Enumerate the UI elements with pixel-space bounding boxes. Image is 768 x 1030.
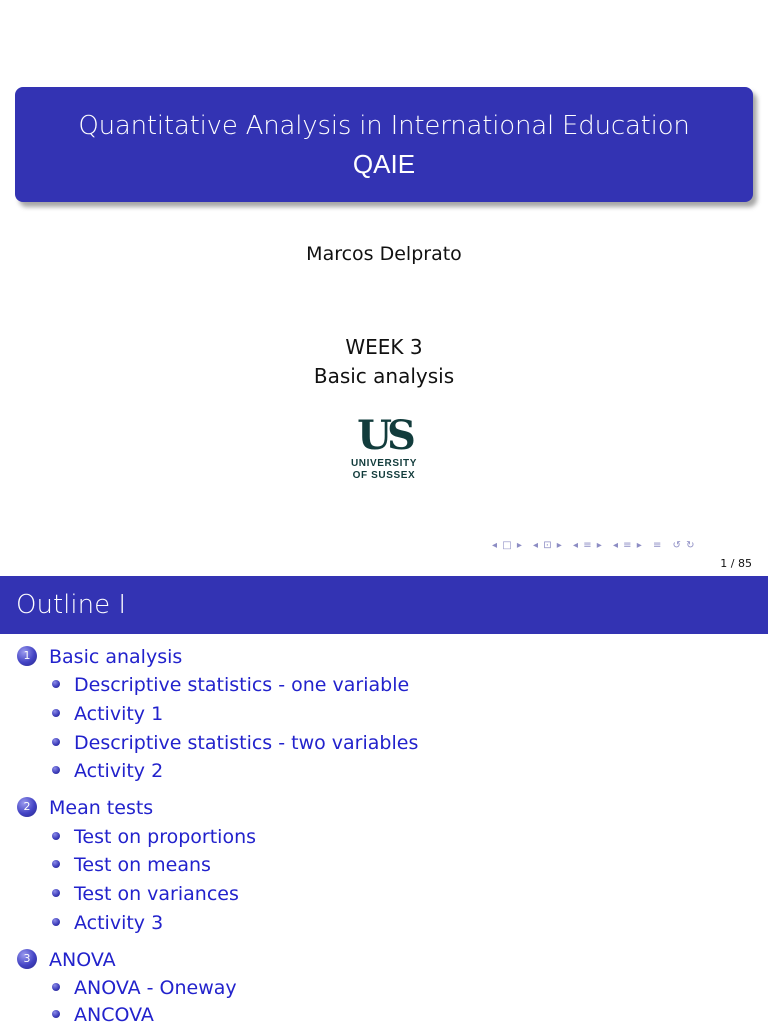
page-number: 1 / 85 bbox=[720, 557, 752, 570]
bullet-icon bbox=[52, 832, 60, 840]
toc-subsection-label: Test on means bbox=[74, 854, 211, 876]
toc-subsection-label: Activity 3 bbox=[74, 912, 164, 934]
toc-subsection[interactable] bbox=[52, 732, 418, 758]
toc-subsection-label: Descriptive statistics - one variable bbox=[74, 674, 410, 696]
bullet-icon bbox=[52, 766, 60, 774]
toc-subsection[interactable] bbox=[52, 883, 239, 909]
university-logo bbox=[345, 414, 423, 486]
lecture-subtitle: Basic analysis bbox=[313, 364, 455, 388]
section-number-ball: 2 bbox=[17, 797, 37, 817]
author-name: Marcos Delprato bbox=[306, 243, 462, 265]
toc-section-label: Basic analysis bbox=[49, 646, 183, 668]
logo-line-2: OF SUSSEX bbox=[352, 470, 416, 481]
toc-subsection[interactable] bbox=[52, 674, 409, 700]
nav-back-forward-icon[interactable]: ↺ ↻ bbox=[672, 540, 696, 551]
week-label: WEEK 3 bbox=[345, 335, 423, 359]
toc-subsection[interactable] bbox=[52, 826, 256, 852]
nav-section-icon[interactable]: ◂ ≡ ▸ bbox=[573, 540, 603, 551]
frame-title: Outline I bbox=[16, 590, 126, 620]
outline-slide bbox=[0, 576, 768, 1024]
toc-subsection[interactable] bbox=[52, 912, 163, 938]
toc-subsection[interactable] bbox=[52, 854, 211, 880]
toc-subsection-label: ANOVA - Oneway bbox=[74, 977, 237, 999]
bullet-icon bbox=[52, 680, 60, 688]
section-number-ball: 1 bbox=[17, 646, 37, 666]
toc-section-2[interactable] bbox=[17, 797, 153, 823]
bullet-icon bbox=[52, 1010, 60, 1018]
bullet-icon bbox=[52, 889, 60, 897]
frame-title-bar bbox=[0, 576, 768, 634]
nav-frame-icon[interactable]: ◂ □ ▸ bbox=[492, 540, 523, 551]
presentation-title: Quantitative Analysis in International Education bbox=[78, 111, 690, 141]
toc-subsection[interactable] bbox=[52, 1004, 154, 1030]
toc-section-label: ANOVA bbox=[49, 949, 116, 971]
toc-subsection[interactable] bbox=[52, 760, 163, 786]
logo-letters: US bbox=[357, 412, 411, 459]
bullet-icon bbox=[52, 860, 60, 868]
toc-subsection[interactable] bbox=[52, 977, 237, 1003]
bullet-icon bbox=[52, 738, 60, 746]
logo-line-1: UNIVERSITY bbox=[350, 458, 417, 469]
toc-subsection-label: Descriptive statistics - two variables bbox=[74, 732, 419, 754]
toc-subsection-label: Activity 2 bbox=[74, 760, 164, 782]
nav-document-icon[interactable]: ≡ bbox=[652, 540, 663, 551]
toc-section-3[interactable] bbox=[17, 949, 116, 975]
beamer-navigation-bar[interactable] bbox=[492, 540, 762, 554]
nav-subsection-list-icon[interactable]: ◂ ≡ ▸ bbox=[612, 540, 643, 551]
bullet-icon bbox=[52, 918, 60, 926]
toc-subsection-label: ANCOVA bbox=[74, 1004, 154, 1026]
toc-subsection-label: Test on proportions bbox=[74, 826, 257, 848]
title-block bbox=[15, 87, 753, 202]
toc-subsection-label: Activity 1 bbox=[74, 703, 164, 725]
toc-subsection[interactable] bbox=[52, 703, 163, 729]
bullet-icon bbox=[52, 983, 60, 991]
nav-subsection-icon[interactable]: ◂ ⊡ ▸ bbox=[533, 540, 563, 551]
presentation-acronym: QAIE bbox=[352, 149, 416, 179]
toc-subsection-label: Test on variances bbox=[74, 883, 239, 905]
toc-section-label: Mean tests bbox=[49, 797, 154, 819]
bullet-icon bbox=[52, 709, 60, 717]
toc-section-1[interactable] bbox=[17, 646, 182, 672]
section-number-ball: 3 bbox=[17, 949, 37, 969]
